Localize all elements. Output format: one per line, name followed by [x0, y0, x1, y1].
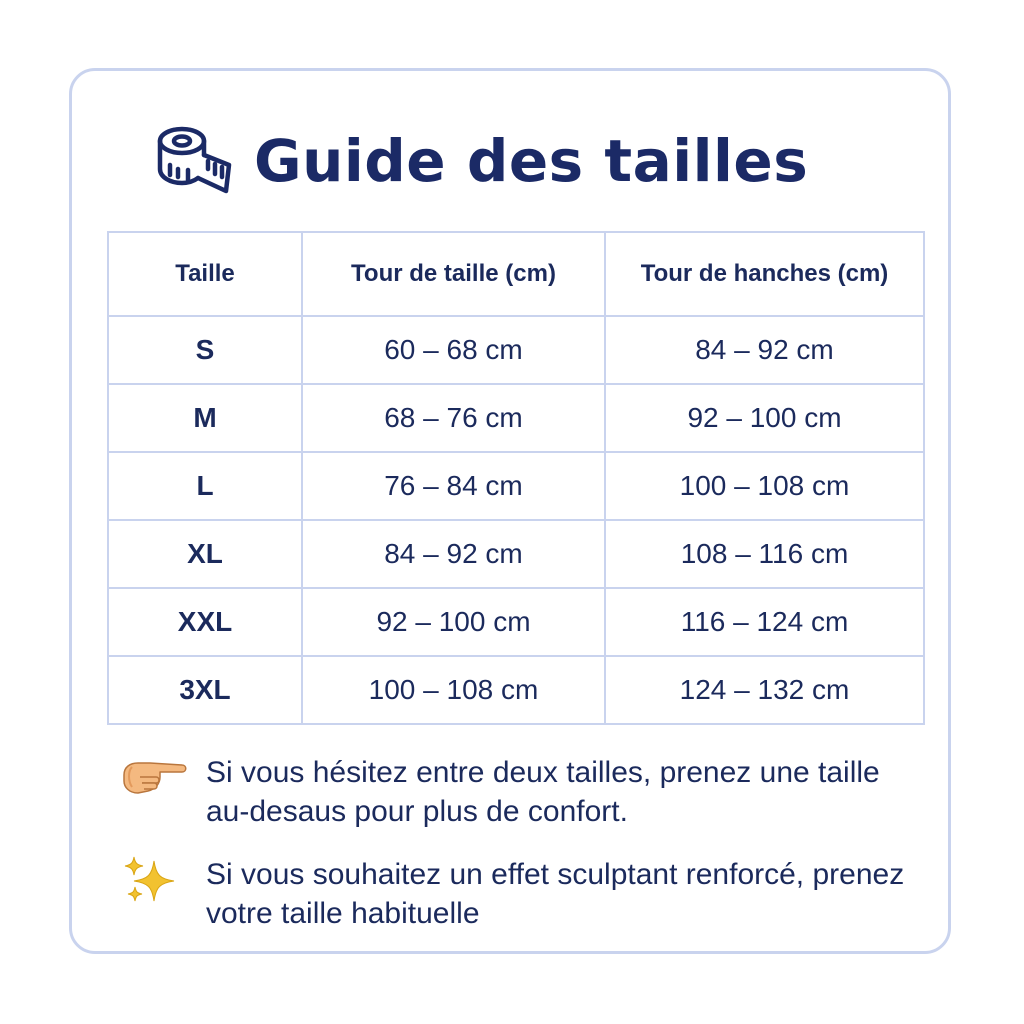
waist-cell: 100 – 108 cm [302, 656, 605, 724]
hips-cell: 116 – 124 cm [605, 588, 924, 656]
waist-cell: 68 – 76 cm [302, 384, 605, 452]
page-title: Guide des tailles [254, 127, 809, 195]
note-text: Si vous hésitez entre deux tailles, prenez une taille au-desaus pour plus de confort. [206, 756, 880, 828]
size-cell: L [108, 452, 302, 520]
size-cell: 3XL [108, 656, 302, 724]
table-row [108, 384, 924, 452]
measuring-tape-icon [156, 125, 232, 197]
size-cell: XXL [108, 588, 302, 656]
table-row [108, 588, 924, 656]
size-cell: S [108, 316, 302, 384]
size-table [107, 231, 925, 725]
note-sculpting-tip [120, 855, 920, 933]
column-header-size: Taille [108, 232, 302, 316]
hips-cell: 92 – 100 cm [605, 384, 924, 452]
size-guide-card [69, 68, 951, 954]
waist-cell: 60 – 68 cm [302, 316, 605, 384]
hips-cell: 108 – 116 cm [605, 520, 924, 588]
pointing-hand-icon [120, 753, 190, 805]
hips-cell: 100 – 108 cm [605, 452, 924, 520]
sparkles-icon [120, 855, 190, 907]
hips-cell: 124 – 132 cm [605, 656, 924, 724]
column-header-hips: Tour de hanches (cm) [605, 232, 924, 316]
hips-cell: 84 – 92 cm [605, 316, 924, 384]
table-header-row [108, 232, 924, 316]
table-row [108, 520, 924, 588]
table-row [108, 316, 924, 384]
waist-cell: 76 – 84 cm [302, 452, 605, 520]
waist-cell: 92 – 100 cm [302, 588, 605, 656]
note-text: Si vous souhaitez un effet sculptant renforcé, prenez votre taille habituelle [206, 858, 905, 930]
title-row [156, 121, 808, 201]
size-cell: XL [108, 520, 302, 588]
size-cell: M [108, 384, 302, 452]
waist-cell: 84 – 92 cm [302, 520, 605, 588]
table-row [108, 452, 924, 520]
column-header-waist: Tour de taille (cm) [302, 232, 605, 316]
note-size-tip [120, 753, 920, 831]
table-row [108, 656, 924, 724]
